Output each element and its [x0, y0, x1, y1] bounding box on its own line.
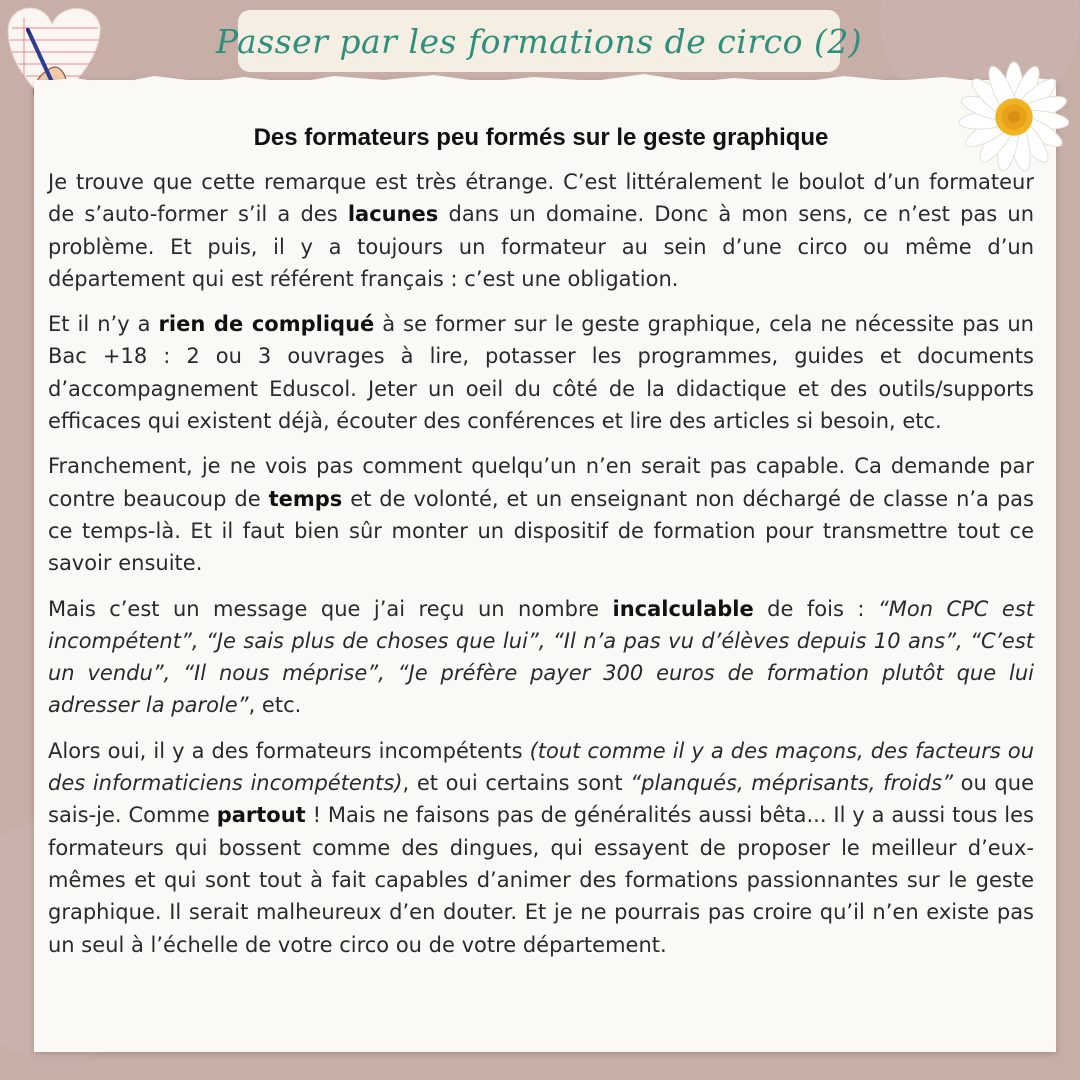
italic-text: “Mon CPC est incompétent”, “Je sais plus de choses que lui”, “Il n’a pas vu d’élèves depuis 10 ans”, “C’est un vendu”, “Il nous méprise”, “Je préfère payer 300 euros de formation plutôt que lui adresser la parole”: [48, 596, 1034, 718]
text-run: dans un domaine. Donc à mon sens, ce n’est pas un problème. Et puis, il y a toujours un formateur au sein d’une circo ou même d’un département qui est référent français : c’est une obligation.: [48, 202, 1034, 291]
text-run: à se former sur le geste graphique, cela ne nécessite pas un Bac +18 : 2 ou 3 ouvrages à lire, potasser les programmes, guides et documents d’accompagnement Eduscol. Jeter un oeil du côté de la didactique et des outils/supports efficaces qui existent déjà, écouter des conférences et lire des articles si besoin, etc.: [48, 312, 1034, 434]
paragraph: [48, 735, 1034, 961]
italic-text: (tout comme il y a des maçons, des facteurs ou des informaticiens incompétents): [48, 738, 1034, 796]
text-run: Et il n’y a: [48, 312, 159, 337]
italic-text: “planqués, méprisants, froids”: [630, 771, 953, 796]
paragraph: [48, 450, 1034, 579]
text-run: Je trouve que cette remarque est très étrange. C’est littéralement le boulot d’un formateur de s’auto-former s’il a des: [48, 170, 1034, 227]
text-run: ! Mais ne faisons pas de généralités aussi bêta... Il y a aussi tous les formateurs qui bossent comme des dingues, qui essayent de proposer le meilleur d’eux-mêmes et qui sont tout à fait capables d’animer des formations passionnantes sur le geste graphique. Il serait malheureux d’en douter. Et je ne pourrais pas croire qu’il n’en existe pas un seul à l’échelle de votre circo ou de votre département.: [48, 803, 1034, 957]
text-run: et de volonté, et un enseignant non déchargé de classe n’a pas ce temps-là. Et il faut bien sûr monter un dispositif de formation pour transmettre tout ce savoir ensuite.: [48, 486, 1034, 576]
page-title: Passer par les formations de circo (2): [215, 21, 863, 61]
paragraph: [48, 308, 1034, 437]
paragraph: [48, 593, 1034, 722]
article: [48, 118, 1034, 961]
article-body: [48, 166, 1034, 961]
bold-text: incalculable: [612, 596, 754, 621]
bold-text: rien de compliqué: [158, 312, 375, 337]
bold-text: temps: [268, 486, 343, 511]
paragraph: [48, 166, 1034, 295]
bold-text: partout: [216, 803, 306, 828]
text-run: ou que sais-je. Comme: [48, 771, 1034, 828]
text-run: de fois :: [753, 596, 878, 621]
article-heading: Des formateurs peu formés sur le geste graphique: [253, 124, 829, 151]
text-run: , et oui certains sont: [402, 771, 631, 796]
text-run: Franchement, je ne vois pas comment quelqu’un n’en serait pas capable. Ca demande par contre beaucoup de: [48, 454, 1034, 511]
text-run: Mais c’est un message que j’ai reçu un nombre: [48, 596, 613, 621]
torn-paper-edge: [34, 68, 1056, 108]
text-run: , etc.: [248, 693, 302, 718]
text-run: Alors oui, il y a des formateurs incompétents: [48, 738, 530, 763]
title-banner: [215, 10, 863, 72]
bold-text: lacunes: [347, 202, 439, 227]
